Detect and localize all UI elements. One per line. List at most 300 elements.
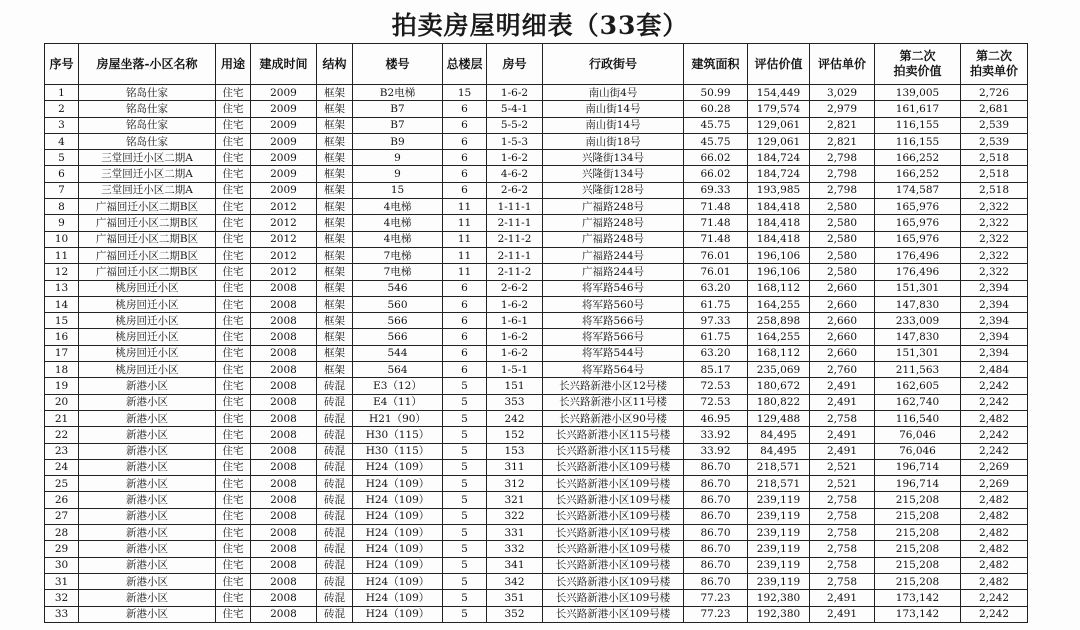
cell-col-area: 72.53	[684, 394, 748, 410]
cell-col-index: 1	[45, 85, 79, 101]
cell-col-area: 71.48	[684, 215, 748, 231]
cell-col-structure: 框架	[317, 264, 353, 280]
cell-col-room-no: 353	[487, 394, 543, 410]
table-row	[45, 590, 1028, 606]
cell-col-built-year: 2009	[251, 182, 317, 198]
cell-col-area: 33.92	[684, 427, 748, 443]
table-body	[45, 85, 1028, 623]
cell-col-street-address: 长兴路新港小区109号楼	[543, 508, 684, 524]
cell-col-second-auction-value: 165,976	[875, 199, 961, 215]
cell-col-index: 5	[45, 150, 79, 166]
cell-col-usage: 住宅	[216, 215, 251, 231]
cell-col-street-address: 兴隆街128号	[543, 182, 684, 198]
cell-col-second-auction-unit-price: 2,681	[961, 101, 1028, 117]
table-row	[45, 166, 1028, 182]
cell-col-structure: 砖混	[317, 476, 353, 492]
cell-col-index: 19	[45, 378, 79, 394]
cell-col-area: 61.75	[684, 329, 748, 345]
cell-col-appraised-unit-price: 2,758	[810, 541, 875, 557]
cell-col-building-no: H24（109）	[353, 573, 443, 589]
cell-col-second-auction-unit-price: 2,482	[961, 492, 1028, 508]
table-row	[45, 231, 1028, 247]
cell-col-total-floors: 5	[443, 443, 487, 459]
cell-col-second-auction-value: 215,208	[875, 492, 961, 508]
table-row	[45, 443, 1028, 459]
cell-col-built-year: 2012	[251, 264, 317, 280]
cell-col-street-address: 兴隆街134号	[543, 150, 684, 166]
cell-col-usage: 住宅	[216, 557, 251, 573]
cell-col-building-no: 564	[353, 362, 443, 378]
cell-col-building-no: 9	[353, 150, 443, 166]
cell-col-structure: 砖混	[317, 573, 353, 589]
cell-col-built-year: 2008	[251, 378, 317, 394]
cell-col-appraised-unit-price: 2,758	[810, 508, 875, 524]
cell-col-appraised-value: 184,724	[748, 166, 810, 182]
cell-col-built-year: 2008	[251, 362, 317, 378]
cell-col-total-floors: 6	[443, 329, 487, 345]
cell-col-street-address: 将军路566号	[543, 329, 684, 345]
cell-col-second-auction-value: 196,714	[875, 476, 961, 492]
cell-col-building-no: 4电梯	[353, 231, 443, 247]
cell-col-street-address: 南山街4号	[543, 85, 684, 101]
cell-col-location: 新港小区	[79, 394, 216, 410]
cell-col-usage: 住宅	[216, 590, 251, 606]
cell-col-room-no: 342	[487, 573, 543, 589]
cell-col-total-floors: 6	[443, 166, 487, 182]
cell-col-room-no: 1-6-2	[487, 150, 543, 166]
cell-col-structure: 砖混	[317, 443, 353, 459]
cell-col-total-floors: 5	[443, 394, 487, 410]
cell-col-structure: 砖混	[317, 492, 353, 508]
cell-col-building-no: H30（115）	[353, 427, 443, 443]
cell-col-location: 三堂回迁小区二期A	[79, 150, 216, 166]
cell-col-area: 63.20	[684, 345, 748, 361]
cell-col-second-auction-unit-price: 2,242	[961, 378, 1028, 394]
cell-col-built-year: 2008	[251, 459, 317, 475]
cell-col-appraised-value: 129,061	[748, 117, 810, 133]
cell-col-structure: 框架	[317, 345, 353, 361]
cell-col-appraised-value: 196,106	[748, 247, 810, 263]
cell-col-building-no: B7	[353, 101, 443, 117]
cell-col-area: 97.33	[684, 313, 748, 329]
cell-col-usage: 住宅	[216, 410, 251, 426]
cell-col-second-auction-unit-price: 2,322	[961, 247, 1028, 263]
cell-col-appraised-value: 154,449	[748, 85, 810, 101]
cell-col-appraised-unit-price: 2,491	[810, 394, 875, 410]
cell-col-index: 14	[45, 296, 79, 312]
cell-col-second-auction-unit-price: 2,394	[961, 313, 1028, 329]
cell-col-appraised-unit-price: 2,758	[810, 410, 875, 426]
cell-col-second-auction-unit-price: 2,482	[961, 525, 1028, 541]
cell-col-total-floors: 6	[443, 280, 487, 296]
cell-col-appraised-unit-price: 2,491	[810, 427, 875, 443]
cell-col-usage: 住宅	[216, 247, 251, 263]
cell-col-location: 桃房回迁小区	[79, 329, 216, 345]
cell-col-second-auction-value: 116,540	[875, 410, 961, 426]
cell-col-street-address: 广福路244号	[543, 247, 684, 263]
table-row	[45, 264, 1028, 280]
cell-col-location: 桃房回迁小区	[79, 296, 216, 312]
cell-col-room-no: 2-11-1	[487, 247, 543, 263]
cell-col-room-no: 2-11-2	[487, 231, 543, 247]
cell-col-usage: 住宅	[216, 443, 251, 459]
cell-col-street-address: 广福路248号	[543, 215, 684, 231]
cell-col-area: 86.70	[684, 459, 748, 475]
table-row	[45, 101, 1028, 117]
cell-col-street-address: 长兴路新港小区109号楼	[543, 573, 684, 589]
cell-col-structure: 框架	[317, 101, 353, 117]
cell-col-index: 3	[45, 117, 79, 133]
cell-col-building-no: H24（109）	[353, 541, 443, 557]
cell-col-second-auction-unit-price: 2,394	[961, 296, 1028, 312]
header-col-appraised-unit-price: 评估单价	[810, 44, 875, 85]
cell-col-index: 4	[45, 133, 79, 149]
cell-col-room-no: 351	[487, 590, 543, 606]
cell-col-appraised-value: 239,119	[748, 508, 810, 524]
cell-col-area: 33.92	[684, 443, 748, 459]
cell-col-appraised-value: 193,985	[748, 182, 810, 198]
table-row	[45, 573, 1028, 589]
cell-col-second-auction-value: 215,208	[875, 508, 961, 524]
cell-col-built-year: 2009	[251, 133, 317, 149]
cell-col-structure: 框架	[317, 362, 353, 378]
cell-col-room-no: 1-6-2	[487, 345, 543, 361]
cell-col-location: 桃房回迁小区	[79, 313, 216, 329]
cell-col-second-auction-value: 211,563	[875, 362, 961, 378]
cell-col-structure: 框架	[317, 215, 353, 231]
cell-col-structure: 框架	[317, 85, 353, 101]
cell-col-built-year: 2009	[251, 117, 317, 133]
table-row	[45, 313, 1028, 329]
cell-col-location: 广福回迁小区二期B区	[79, 231, 216, 247]
cell-col-appraised-value: 239,119	[748, 492, 810, 508]
cell-col-second-auction-value: 147,830	[875, 329, 961, 345]
header-col-built-year: 建成时间	[251, 44, 317, 85]
cell-col-built-year: 2008	[251, 508, 317, 524]
cell-col-appraised-unit-price: 2,580	[810, 231, 875, 247]
cell-col-building-no: H24（109）	[353, 492, 443, 508]
cell-col-second-auction-value: 165,976	[875, 215, 961, 231]
cell-col-street-address: 长兴路新港小区115号楼	[543, 443, 684, 459]
cell-col-location: 新港小区	[79, 443, 216, 459]
cell-col-building-no: E3（12）	[353, 378, 443, 394]
cell-col-location: 新港小区	[79, 606, 216, 622]
cell-col-area: 86.70	[684, 508, 748, 524]
table-row	[45, 508, 1028, 524]
cell-col-second-auction-unit-price: 2,726	[961, 85, 1028, 101]
cell-col-appraised-value: 239,119	[748, 525, 810, 541]
cell-col-street-address: 将军路544号	[543, 345, 684, 361]
cell-col-building-no: 15	[353, 182, 443, 198]
cell-col-area: 45.75	[684, 117, 748, 133]
cell-col-building-no: 560	[353, 296, 443, 312]
cell-col-appraised-unit-price: 2,660	[810, 296, 875, 312]
cell-col-index: 30	[45, 557, 79, 573]
cell-col-appraised-unit-price: 2,491	[810, 606, 875, 622]
cell-col-building-no: 7电梯	[353, 264, 443, 280]
cell-col-structure: 砖混	[317, 508, 353, 524]
cell-col-appraised-value: 184,724	[748, 150, 810, 166]
cell-col-building-no: H30（115）	[353, 443, 443, 459]
cell-col-street-address: 长兴路新港小区12号楼	[543, 378, 684, 394]
cell-col-total-floors: 6	[443, 296, 487, 312]
cell-col-appraised-unit-price: 2,491	[810, 590, 875, 606]
table-row	[45, 541, 1028, 557]
cell-col-location: 广福回迁小区二期B区	[79, 215, 216, 231]
cell-col-location: 新港小区	[79, 573, 216, 589]
cell-col-index: 32	[45, 590, 79, 606]
cell-col-area: 46.95	[684, 410, 748, 426]
cell-col-room-no: 322	[487, 508, 543, 524]
cell-col-total-floors: 11	[443, 199, 487, 215]
cell-col-total-floors: 6	[443, 150, 487, 166]
cell-col-street-address: 长兴路新港小区109号楼	[543, 525, 684, 541]
cell-col-area: 63.20	[684, 280, 748, 296]
cell-col-appraised-unit-price: 2,660	[810, 345, 875, 361]
cell-col-appraised-value: 168,112	[748, 345, 810, 361]
cell-col-index: 27	[45, 508, 79, 524]
cell-col-area: 71.48	[684, 199, 748, 215]
cell-col-room-no: 5-5-2	[487, 117, 543, 133]
cell-col-built-year: 2009	[251, 150, 317, 166]
cell-col-built-year: 2012	[251, 247, 317, 263]
table-row	[45, 410, 1028, 426]
cell-col-second-auction-value: 76,046	[875, 443, 961, 459]
cell-col-index: 18	[45, 362, 79, 378]
cell-col-building-no: E4（11）	[353, 394, 443, 410]
cell-col-total-floors: 5	[443, 525, 487, 541]
cell-col-location: 广福回迁小区二期B区	[79, 264, 216, 280]
cell-col-usage: 住宅	[216, 606, 251, 622]
cell-col-street-address: 广福路248号	[543, 231, 684, 247]
cell-col-total-floors: 5	[443, 492, 487, 508]
cell-col-appraised-unit-price: 2,798	[810, 150, 875, 166]
cell-col-room-no: 1-6-2	[487, 85, 543, 101]
cell-col-room-no: 2-11-2	[487, 264, 543, 280]
cell-col-second-auction-unit-price: 2,269	[961, 459, 1028, 475]
cell-col-street-address: 广福路244号	[543, 264, 684, 280]
cell-col-appraised-value: 239,119	[748, 541, 810, 557]
cell-col-structure: 框架	[317, 231, 353, 247]
cell-col-second-auction-value: 215,208	[875, 541, 961, 557]
cell-col-second-auction-unit-price: 2,482	[961, 541, 1028, 557]
cell-col-appraised-value: 218,571	[748, 476, 810, 492]
cell-col-total-floors: 11	[443, 231, 487, 247]
cell-col-total-floors: 11	[443, 264, 487, 280]
table-row	[45, 378, 1028, 394]
cell-col-structure: 框架	[317, 133, 353, 149]
cell-col-second-auction-value: 196,714	[875, 459, 961, 475]
table-row	[45, 525, 1028, 541]
cell-col-appraised-value: 239,119	[748, 573, 810, 589]
cell-col-appraised-value: 184,418	[748, 231, 810, 247]
cell-col-appraised-unit-price: 2,758	[810, 573, 875, 589]
cell-col-built-year: 2008	[251, 345, 317, 361]
cell-col-area: 86.70	[684, 573, 748, 589]
cell-col-total-floors: 5	[443, 427, 487, 443]
cell-col-built-year: 2008	[251, 280, 317, 296]
cell-col-built-year: 2008	[251, 427, 317, 443]
cell-col-built-year: 2008	[251, 410, 317, 426]
cell-col-second-auction-unit-price: 2,322	[961, 215, 1028, 231]
cell-col-built-year: 2008	[251, 590, 317, 606]
cell-col-second-auction-unit-price: 2,242	[961, 606, 1028, 622]
cell-col-room-no: 1-6-2	[487, 329, 543, 345]
cell-col-index: 23	[45, 443, 79, 459]
cell-col-total-floors: 6	[443, 362, 487, 378]
cell-col-second-auction-value: 76,046	[875, 427, 961, 443]
cell-col-area: 60.28	[684, 101, 748, 117]
cell-col-location: 桃房回迁小区	[79, 362, 216, 378]
cell-col-built-year: 2008	[251, 394, 317, 410]
cell-col-room-no: 1-11-1	[487, 199, 543, 215]
cell-col-area: 61.75	[684, 296, 748, 312]
cell-col-index: 10	[45, 231, 79, 247]
header-row	[45, 44, 1028, 85]
cell-col-built-year: 2008	[251, 443, 317, 459]
cell-col-street-address: 兴隆街134号	[543, 166, 684, 182]
cell-col-appraised-value: 218,571	[748, 459, 810, 475]
cell-col-location: 广福回迁小区二期B区	[79, 247, 216, 263]
cell-col-room-no: 1-6-2	[487, 296, 543, 312]
cell-col-second-auction-value: 176,496	[875, 264, 961, 280]
cell-col-appraised-unit-price: 2,979	[810, 101, 875, 117]
cell-col-building-no: B2电梯	[353, 85, 443, 101]
cell-col-building-no: 546	[353, 280, 443, 296]
cell-col-usage: 住宅	[216, 362, 251, 378]
cell-col-street-address: 南山街14号	[543, 117, 684, 133]
cell-col-appraised-value: 129,061	[748, 133, 810, 149]
cell-col-total-floors: 5	[443, 378, 487, 394]
cell-col-building-no: B9	[353, 133, 443, 149]
cell-col-room-no: 331	[487, 525, 543, 541]
cell-col-index: 24	[45, 459, 79, 475]
cell-col-structure: 砖混	[317, 557, 353, 573]
cell-col-street-address: 长兴路新港小区109号楼	[543, 492, 684, 508]
table-row	[45, 182, 1028, 198]
cell-col-built-year: 2008	[251, 313, 317, 329]
cell-col-area: 76.01	[684, 264, 748, 280]
cell-col-second-auction-value: 151,301	[875, 345, 961, 361]
cell-col-building-no: H24（109）	[353, 476, 443, 492]
cell-col-structure: 砖混	[317, 410, 353, 426]
cell-col-second-auction-unit-price: 2,242	[961, 443, 1028, 459]
cell-col-second-auction-value: 116,155	[875, 117, 961, 133]
cell-col-index: 15	[45, 313, 79, 329]
cell-col-built-year: 2008	[251, 476, 317, 492]
cell-col-street-address: 长兴路新港小区115号楼	[543, 427, 684, 443]
cell-col-built-year: 2012	[251, 215, 317, 231]
cell-col-second-auction-unit-price: 2,322	[961, 264, 1028, 280]
cell-col-second-auction-unit-price: 2,482	[961, 410, 1028, 426]
cell-col-index: 33	[45, 606, 79, 622]
cell-col-appraised-unit-price: 2,758	[810, 492, 875, 508]
cell-col-location: 新港小区	[79, 427, 216, 443]
table-row	[45, 150, 1028, 166]
cell-col-area: 86.70	[684, 525, 748, 541]
cell-col-total-floors: 15	[443, 85, 487, 101]
cell-col-building-no: H24（109）	[353, 459, 443, 475]
cell-col-built-year: 2008	[251, 525, 317, 541]
cell-col-area: 77.23	[684, 606, 748, 622]
table-row	[45, 199, 1028, 215]
cell-col-room-no: 152	[487, 427, 543, 443]
cell-col-street-address: 南山街14号	[543, 101, 684, 117]
cell-col-location: 铭岛仕家	[79, 85, 216, 101]
cell-col-second-auction-unit-price: 2,322	[961, 231, 1028, 247]
table-row	[45, 133, 1028, 149]
cell-col-built-year: 2008	[251, 296, 317, 312]
cell-col-index: 25	[45, 476, 79, 492]
cell-col-appraised-unit-price: 2,660	[810, 313, 875, 329]
header-col-second-auction-unit-price: 第二次 拍卖单价	[961, 44, 1028, 85]
cell-col-appraised-unit-price: 2,580	[810, 247, 875, 263]
cell-col-building-no: H24（109）	[353, 590, 443, 606]
cell-col-second-auction-unit-price: 2,242	[961, 427, 1028, 443]
cell-col-second-auction-value: 165,976	[875, 231, 961, 247]
cell-col-area: 86.70	[684, 541, 748, 557]
cell-col-street-address: 南山街18号	[543, 133, 684, 149]
cell-col-area: 66.02	[684, 166, 748, 182]
cell-col-room-no: 1-5-1	[487, 362, 543, 378]
cell-col-second-auction-unit-price: 2,539	[961, 133, 1028, 149]
cell-col-location: 新港小区	[79, 590, 216, 606]
cell-col-index: 26	[45, 492, 79, 508]
cell-col-structure: 框架	[317, 329, 353, 345]
cell-col-appraised-unit-price: 2,821	[810, 117, 875, 133]
cell-col-usage: 住宅	[216, 264, 251, 280]
cell-col-appraised-value: 164,255	[748, 329, 810, 345]
cell-col-building-no: 9	[353, 166, 443, 182]
table-row	[45, 492, 1028, 508]
cell-col-total-floors: 5	[443, 573, 487, 589]
cell-col-appraised-value: 184,418	[748, 199, 810, 215]
cell-col-building-no: 544	[353, 345, 443, 361]
cell-col-built-year: 2009	[251, 101, 317, 117]
cell-col-second-auction-value: 215,208	[875, 557, 961, 573]
cell-col-usage: 住宅	[216, 329, 251, 345]
cell-col-second-auction-unit-price: 2,394	[961, 329, 1028, 345]
cell-col-index: 7	[45, 182, 79, 198]
cell-col-building-no: H24（109）	[353, 508, 443, 524]
auction-table	[44, 43, 1028, 623]
cell-col-appraised-value: 179,574	[748, 101, 810, 117]
cell-col-street-address: 将军路566号	[543, 313, 684, 329]
cell-col-index: 2	[45, 101, 79, 117]
cell-col-appraised-unit-price: 2,580	[810, 199, 875, 215]
cell-col-total-floors: 6	[443, 182, 487, 198]
cell-col-index: 20	[45, 394, 79, 410]
cell-col-building-no: 4电梯	[353, 215, 443, 231]
cell-col-street-address: 将军路564号	[543, 362, 684, 378]
cell-col-total-floors: 6	[443, 345, 487, 361]
cell-col-area: 85.17	[684, 362, 748, 378]
cell-col-appraised-unit-price: 2,758	[810, 557, 875, 573]
cell-col-location: 广福回迁小区二期B区	[79, 199, 216, 215]
cell-col-location: 新港小区	[79, 508, 216, 524]
cell-col-appraised-unit-price: 2,491	[810, 443, 875, 459]
cell-col-location: 新港小区	[79, 525, 216, 541]
cell-col-second-auction-unit-price: 2,269	[961, 476, 1028, 492]
cell-col-street-address: 长兴路新港小区11号楼	[543, 394, 684, 410]
cell-col-second-auction-unit-price: 2,482	[961, 508, 1028, 524]
cell-col-total-floors: 5	[443, 410, 487, 426]
cell-col-total-floors: 5	[443, 476, 487, 492]
table-row	[45, 362, 1028, 378]
cell-col-appraised-value: 164,255	[748, 296, 810, 312]
header-col-structure: 结构	[317, 44, 353, 85]
cell-col-building-no: 566	[353, 313, 443, 329]
